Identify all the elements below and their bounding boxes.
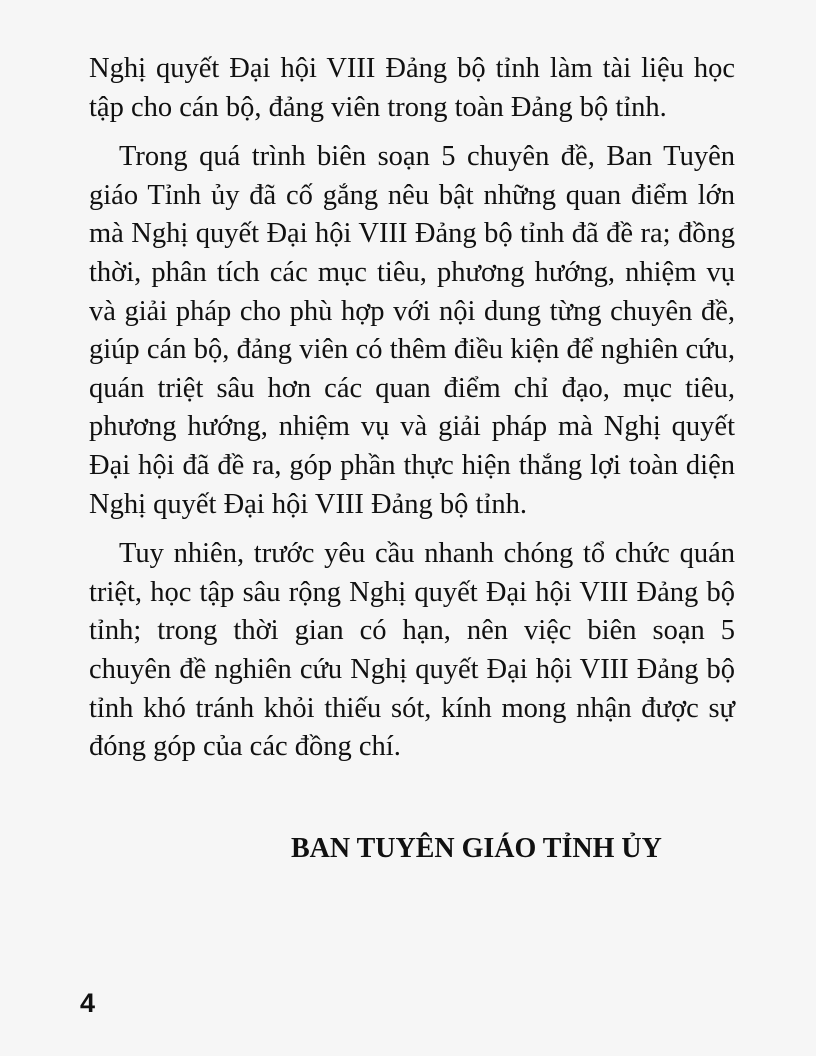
paragraph-feedback: Tuy nhiên, trước yêu cầu nhanh chóng tổ chức quán triệt, học tập sâu rộng Nghị quyết Đại hội VIII Đảng bộ tỉnh; trong thời gian có hạn, nên việc biên soạn 5 chuyên đề nghiên cứu Nghị quyết Đại hội VIII Đảng bộ tỉnh khó tránh khỏi thiếu sót, kính mong nhận được sự đóng góp của các đồng chí. (89, 538, 735, 763)
body-text (89, 50, 735, 767)
paragraph-compilation: Trong quá trình biên soạn 5 chuyên đề, Ban Tuyên giáo Tỉnh ủy đã cố gắng nêu bật những quan điểm lớn mà Nghị quyết Đại hội VIII Đảng bộ tỉnh đã đề ra; đồng thời, phân tích các mục tiêu, phương hướng, nhiệm vụ và giải pháp cho phù hợp với nội dung từng chuyên đề, giúp cán bộ, đảng viên có thêm điều kiện để nghiên cứu, quán triệt sâu hơn các quan điểm chỉ đạo, mục tiêu, phương hướng, nhiệm vụ và giải pháp mà Nghị quyết Đại hội đã đề ra, góp phần thực hiện thắng lợi toàn diện Nghị quyết Đại hội VIII Đảng bộ tỉnh. (89, 141, 735, 520)
signature: BAN TUYÊN GIÁO TỈNH ỦY (291, 833, 662, 864)
page-number: 4 (80, 988, 96, 1018)
paragraph-continuation: Nghị quyết Đại hội VIII Đảng bộ tỉnh làm tài liệu học tập cho cán bộ, đảng viên trong toàn Đảng bộ tỉnh. (89, 53, 735, 123)
